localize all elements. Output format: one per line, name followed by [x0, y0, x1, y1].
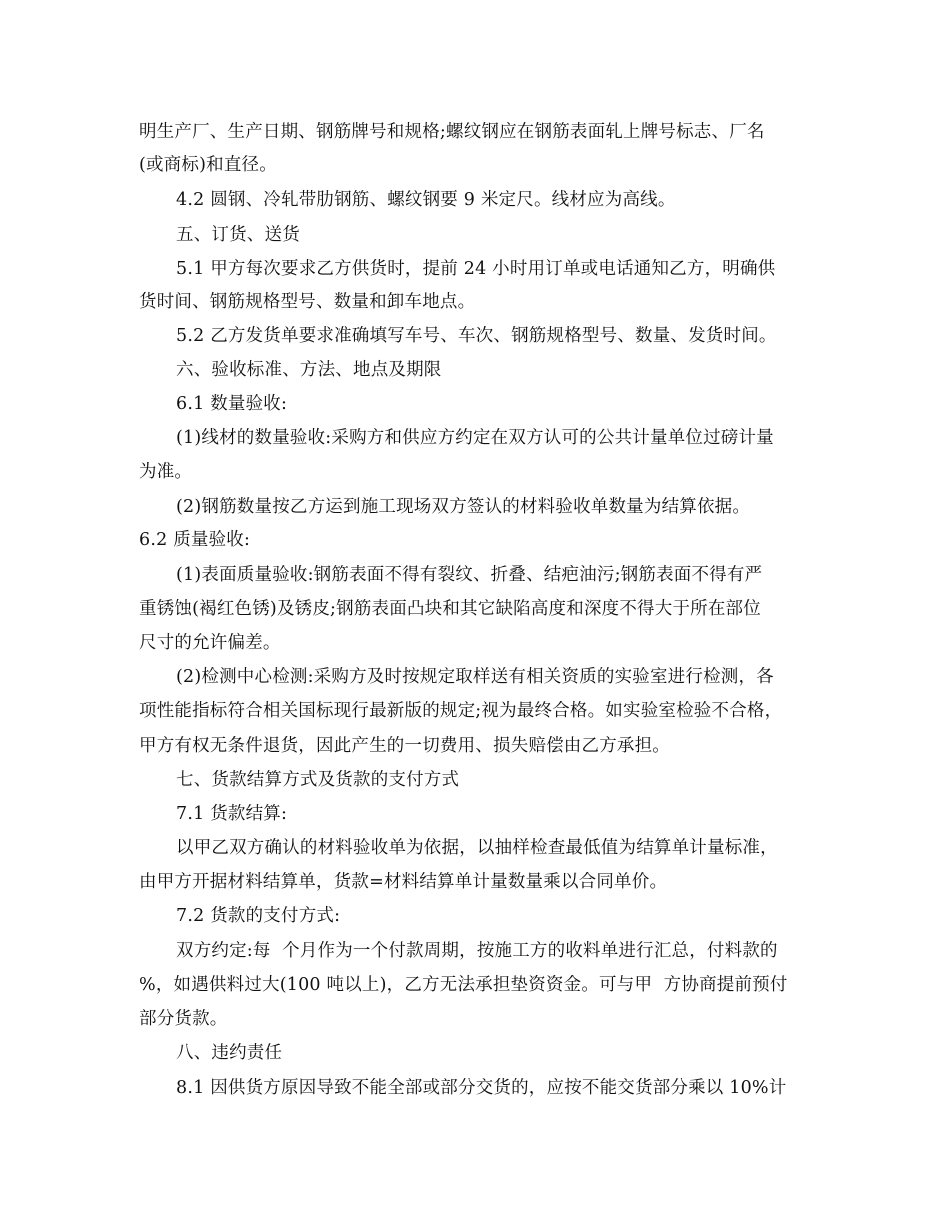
section-heading: 八、违约责任	[176, 1043, 283, 1063]
subsection-heading: 6.2 质量验收:	[139, 530, 251, 550]
text-line: 明生产厂、生产日期、钢筋牌号和规格;螺纹钢应在钢筋表面轧上牌号标志、厂名	[139, 122, 765, 142]
text-line: (或商标)和直径。	[139, 155, 277, 175]
text-line: (1)表面质量验收:钢筋表面不得有裂纹、折叠、结疤油污;钢筋表面不得有严	[176, 565, 763, 585]
text-line: 尺寸的允许偏差。	[139, 633, 281, 653]
text-line: 8.1 因供货方原因导致不能全部或部分交货的，应按不能交货部分乘以 10%计	[176, 1078, 787, 1098]
text-line: 5.1 甲方每次要求乙方供货时，提前 24 小时用订单或电话通知乙方，明确供	[176, 259, 776, 279]
text-line: 以甲乙双方确认的材料验收单为依据，以抽样检查最低值为结算单计量标准，	[176, 838, 778, 858]
text-line: 4.2 圆钢、冷轧带肋钢筋、螺纹钢要 9 米定尺。线材应为高线。	[176, 190, 676, 210]
text-line: 货时间、钢筋规格型号、数量和卸车地点。	[139, 292, 476, 312]
text-line: 项性能指标符合相关国标现行最新版的规定;视为最终合格。如实验室检验不合格，	[139, 701, 783, 721]
text-line: (2)钢筋数量按乙方运到施工现场双方签认的材料验收单数量为结算依据。	[176, 497, 751, 517]
text-line: 为准。	[139, 462, 193, 482]
section-heading: 五、订货、送货	[176, 225, 300, 245]
text-line: (2)检测中心检测:采购方及时按规定取样送有相关资质的实验室进行检测，各	[176, 667, 774, 687]
text-line: 5.2 乙方发货单要求准确填写车号、车次、钢筋规格型号、数量、发货时间。	[176, 326, 777, 346]
text-line: (1)线材的数量验收:采购方和供应方约定在双方认可的公共计量单位过磅计量	[176, 428, 774, 448]
subsection-heading: 7.1 货款结算:	[176, 804, 288, 824]
text-line: 重锈蚀(褐红色锈)及锈皮;钢筋表面凸块和其它缺陷高度和深度不得大于所在部位	[139, 599, 761, 619]
text-line: 由甲方开据材料结算单，货款=材料结算单计量数量乘以合同单价。	[139, 872, 668, 892]
text-line: 部分货款。	[139, 1009, 228, 1029]
section-heading: 六、验收标准、方法、地点及期限	[176, 360, 442, 380]
subsection-heading: 6.1 数量验收:	[176, 394, 288, 414]
text-line: 甲方有权无条件退货，因此产生的一切费用、损失赔偿由乙方承担。	[139, 736, 670, 756]
subsection-heading: 7.2 货款的支付方式:	[176, 906, 341, 926]
text-line: %，如遇供料过大(100 吨以上)，乙方无法承担垫资资金。可与甲 方协商提前预付	[139, 975, 788, 995]
text-line: 双方约定:每 个月作为一个付款周期，按施工方的收料单进行汇总，付料款的	[176, 941, 778, 961]
section-heading: 七、货款结算方式及货款的支付方式	[176, 770, 460, 790]
